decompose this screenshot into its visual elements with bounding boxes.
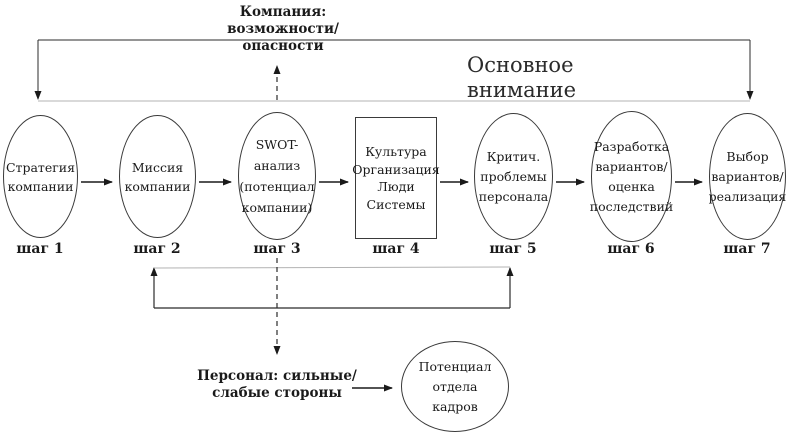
step-6-text-line2: вариантов/ xyxy=(595,158,668,174)
step-1-text-line2: компании xyxy=(7,178,74,194)
hr-potential-circle xyxy=(401,341,509,432)
step-3-label: шаг 3 xyxy=(253,241,301,257)
step-2-label: шаг 2 xyxy=(133,241,181,257)
step-6-label: шаг 6 xyxy=(607,241,655,257)
step-4-shape xyxy=(352,117,440,239)
personnel-annotation-line2: слабые стороны xyxy=(212,385,342,401)
main-attention-heading xyxy=(467,53,576,103)
step-5-text-line3: персонала xyxy=(478,188,549,204)
step-5-shape xyxy=(474,113,553,240)
step-2-shape xyxy=(119,115,196,238)
step-7-shape xyxy=(709,113,786,240)
step-5-text-line1: Критич. xyxy=(486,148,541,164)
step-5-text-line2: проблемы xyxy=(480,168,547,184)
step-1-shape xyxy=(3,115,78,238)
step-3-text-line4: компании) xyxy=(241,200,313,215)
step-1-label: шаг 1 xyxy=(16,241,64,257)
step-7-label: шаг 7 xyxy=(723,241,771,257)
step-1-text-line1: Стратегия xyxy=(5,159,75,175)
step-4-label: шаг 4 xyxy=(372,241,420,257)
company-annotation-line1: Компания: xyxy=(239,4,327,20)
step-3-text-line1: SWOT- xyxy=(255,137,299,152)
personnel-annotation-line1: Персонал: сильные/ xyxy=(197,368,357,384)
step-4-text-line4: Системы xyxy=(366,196,426,212)
step-7-text-line2: вариантов/ xyxy=(711,168,784,184)
company-annotation-line2: возможности/опасности xyxy=(227,21,339,54)
hr-potential-line2: кадров xyxy=(432,398,478,414)
company-annotation xyxy=(193,4,373,55)
step-7-text-line1: Выбор xyxy=(726,148,769,164)
step-5-label: шаг 5 xyxy=(489,241,537,257)
step-7-text-line3: реализация xyxy=(708,188,787,204)
step-6-text-line4: последствий xyxy=(589,198,674,214)
main-attention-line1: Основное xyxy=(467,53,574,77)
step-6-shape xyxy=(591,111,672,242)
step-4-text-line1: Культура xyxy=(365,144,427,159)
main-attention-line2: внимание xyxy=(467,78,577,102)
personnel-annotation xyxy=(187,368,367,402)
step-4-text-line3: Люди xyxy=(377,179,415,194)
step-6-text-line3: оценка xyxy=(608,178,655,194)
step-3-text-line3: (потенциал xyxy=(239,179,315,194)
step-2-text-line2: компании xyxy=(124,178,191,194)
step-4-text-line2: Организация xyxy=(352,161,440,177)
step-6-text-line1: Разработка xyxy=(593,138,670,154)
step-2-text-line1: Миссия xyxy=(131,159,184,175)
hr-potential-line1: Потенциал отдела xyxy=(418,358,492,394)
step-3-shape xyxy=(238,112,316,240)
step-3-text-line2: анализ xyxy=(253,158,301,173)
